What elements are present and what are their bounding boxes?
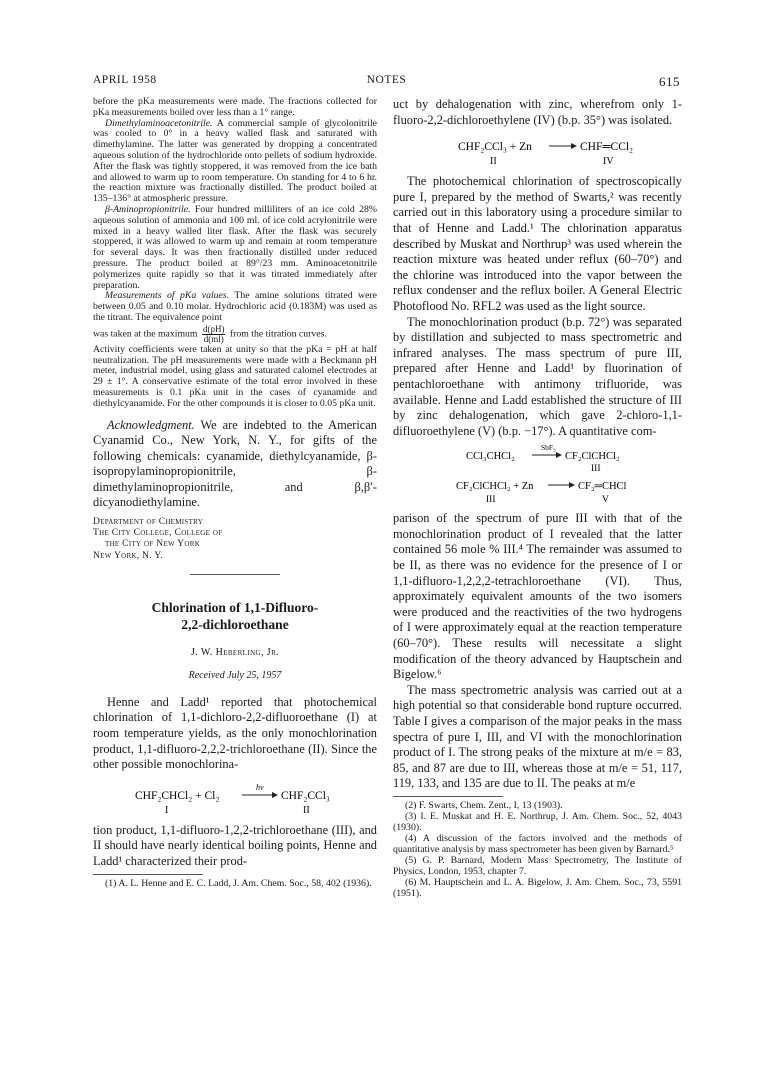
footnote: (4) A discussion of the factors involved and the methods of quantitative analysis by mass spectrometer has been given by Barnard.⁵ [393,832,682,855]
eq4-label-reactant: III [485,495,495,506]
eq4-product: CF₂═CHCl [577,481,626,493]
eq1-product: CHF₂CCl₃ [281,789,330,802]
affiliation-line: The City College, College of [93,528,223,539]
derivative-fraction [202,325,226,344]
fraction-line [93,325,377,344]
footnote-divider [393,796,503,797]
eq2-label-reactant: II [489,156,497,167]
body-paragraph: The photochemical chlorination of spectroscopically pure I, prepared by the method of Swarts,² was recently carried out in this laboratory using a procedure similar to that of Henne and Ladd.¹ The chlorination apparatus described by Muskat and Northrup³ was used wherein the reaction mixture was heated under reflux (60–70°) and the chlorine was introduced into the vapor between the reflux condenser and the reflux boiler. A General Electric Photoflood No. RFL2 was used as the light source. [393,174,682,313]
body-paragraph: Henne and Ladd¹ reported that photochemical chlorination of 1,1-dichloro-2,2-difluoroethane (I) at room temperature yields, as the only monochlorination product, 1,1-difluoro-2,2,2-trichloroethane (II). Since the other possible monochlorina- [93,694,377,772]
experimental-paragraph: Activity coefficients were taken at unity so that the pKa = pH at half neutralization. The pH measurements were made with a Beckmann pH meter, industrial model, using glass and saturated calomel electrodes at 29 ± 1°. A conservative estimate of the total error involved in these measurements is 0.1 pKa unit in the cases of cyanamide and diethylcyanamide. For the other compounds it is closer to 0.05 pKa unit. [93,343,377,409]
body-paragraph: The monochlorination product (b.p. 72°) was separated by distillation and subjected to mass spectrometric and infrared analyses. The mass spectrum of pure III, prepared after Henne and Ladd¹ by fluorination of pentachloroethane with antimony trifluoride, was available. Henne and Ladd established the structure of III by zinc dehalogenation, which gave 2-chloro-1,1-difluoroethylene (V) (b.p. −17°). A quantitative com- [393,314,682,438]
paragraph-heading: Measurements of pKa values. [105,290,230,302]
fraction-suffix: from the titration curves. [229,328,327,340]
eq1-label-reactant: I [165,804,169,815]
experimental-paragraph: before the pKa measurements were made. The fractions collected for pKa measurements boiled over less than a 1° range. [93,96,377,118]
footnote: (2) F. Swarts, Chem. Zent., I, 13 (1903). [405,799,563,811]
eq3-reagent: SbF₃ [540,443,556,453]
left-column [93,97,377,889]
footnote: (6) M. Hauptschein and L. A. Bigelow, J. Am. Chem. Soc., 73, 5591 (1951). [393,876,682,899]
title-line: 2,2-dichloroethane [181,616,289,632]
header-date: APRIL 1958 [93,74,157,86]
received-date: Received July 25, 1957 [188,669,282,681]
footnote: (3) I. E. Muskat and H. E. Northrup, J. Am. Chem. Soc., 52, 4043 (1930). [393,810,682,833]
right-column [393,97,682,899]
fraction-prefix: was taken at the maximum [93,328,198,340]
experimental-paragraph [93,291,377,323]
experimental-paragraph [93,119,377,205]
affiliation [93,517,377,562]
eq1-label-product: II [303,804,310,815]
acknowledgment [93,418,377,512]
paragraph-body: The amine solutions titrated were between 0.05 and 0.10 molar. Hydrochloric acid (0.183M) was used as the titrant. The equivalence point [93,290,378,323]
fraction-denominator: d(ml) [203,333,224,344]
acknowledgment-body: We are indebted to the American Cyanamid Co., New York, N. Y., for gifts of the following chemicals: cyanamide, diethylcyanamide, β-isopropylaminopropionitrile, β-dimethylaminopropionitrile, and β,β′-dicyanodiethylamine. [93,417,377,510]
eq4-label-product: V [601,495,609,506]
eq2-product: CHF═CCl₂ [579,141,633,154]
affiliation-line: New York, N. Y. [93,550,163,561]
eq3-reactant: CCl₃CHCl₂ [465,451,515,463]
footnote: (1) A. L. Henne and E. C. Ladd, J. Am. Chem. Soc., 58, 402 (1936). [105,877,372,889]
body-paragraph: uct by dehalogenation with zinc, wherefrom only 1-fluoro-2,2-dichloroethylene (IV) (b.p. 35°) was isolated. [393,97,682,127]
affiliation-line: Department of Chemistry [93,517,204,528]
experimental-paragraph [93,205,377,291]
eq3-label-product: III [590,464,600,474]
acknowledgment-heading: Acknowledgment. [107,417,195,432]
eq2-reactants: CHF₂CCl₃ + Zn [457,141,532,154]
page-number: 615 [659,74,680,89]
paragraph-body: A commercial sample of glycolonitrile was cooled to 0° in a heavy walled flask and saturated with dimethylamine. The latter was generated by dropping a concentrated aqueous solution of the hydrochloride onto pellets of sodium hydroxide. After the flask was tightly stoppered, it was removed from the ice bath and allowed to warm up to room temperature. On standing for 4 to 6 hr. the reaction mixture was fractionally distilled. The product boiled at 135–136° at atmospheric pressure. [93,117,377,205]
eq4-reactants: CF₂ClCHCl₂ + Zn [455,481,533,493]
paragraph-heading: β-Aminopropionitrile. [105,203,191,215]
footnote: (5) G. P. Barnard, Modern Mass Spectrometry, The Institute of Physics, London, 1953, chapter 7. [393,854,682,877]
paragraph-body: Four hundred milliliters of an ice cold 28% aqueous solution of ammonia and 100 ml. of ice cold acrylonitrile were mixed in a heavy walled liter flask. After the flask was securely stoppered, it was allowed to warm up and remain at room temperature for several days. It was then fractionally distilled under reduced pressure. The product boiled at 89°/23 mm. Aminoacetonitrile polymerizes quite rapidly so that it was titrated immediately after preparation. [93,203,377,291]
author: J. W. Heberling, Jr. [190,646,280,658]
body-paragraph: parison of the spectrum of pure III with that of the monochlorination product of I revealed that the latter contained 56 mole % III.⁴ The remainder was assumed to be II, as there was no evidence for the presence of I or 1,1-difluoro-1,2,2,2-tetrachloroethane (VI). Thus, approximately equivalent amounts of the two isomers were produced and the reactivities of the two hydrogens of I were approximately equal at the reaction temperature (60–70°). These results will necessitate a slight modification of the theory advanced by Hauptschein and Bigelow.⁶ [393,511,682,682]
eq3-product: CF₂ClCHCl₂ [564,451,620,463]
body-paragraph: The mass spectrometric analysis was carried out at a high potential so that considerable bond rupture occurred. Table I gives a comparison of the major peaks in the mass spectra of pure I, III, and VI with the monochlorination product of I. The strong peaks of the mixture at m/e = 83, 85, and 87 are due to III, whereas those at m/e = 51, 117, 119, 133, and 135 are due to II. The peaks at m/e [393,682,682,791]
footnote-divider [93,874,203,875]
affiliation-line: the City of New York [105,539,201,550]
paragraph-heading: Dimethylaminoacetonitrile. [105,117,213,129]
header-section: NOTES [366,74,407,86]
eq1-reactants: CHF₂CHCl₂ + Cl₂ [135,789,220,802]
reaction-equation-3 [393,443,682,473]
article-title [93,599,377,633]
fraction-numerator: d(pH) [202,323,225,334]
title-line: Chlorination of 1,1-Difluoro- [151,599,319,615]
section-divider [190,574,280,575]
running-header [93,74,680,90]
reaction-equation-2 [393,136,682,166]
body-paragraph: tion product, 1,1-difluoro-1,2,2-trichloroethane (III), and II should have nearly identical boiling points, Henne and Ladd¹ characterized their prod- [93,822,377,869]
reaction-equation-1 [93,781,377,815]
eq2-label-product: IV [602,156,614,167]
reaction-equation-4 [393,475,682,505]
eq1-condition: hν [256,782,264,792]
